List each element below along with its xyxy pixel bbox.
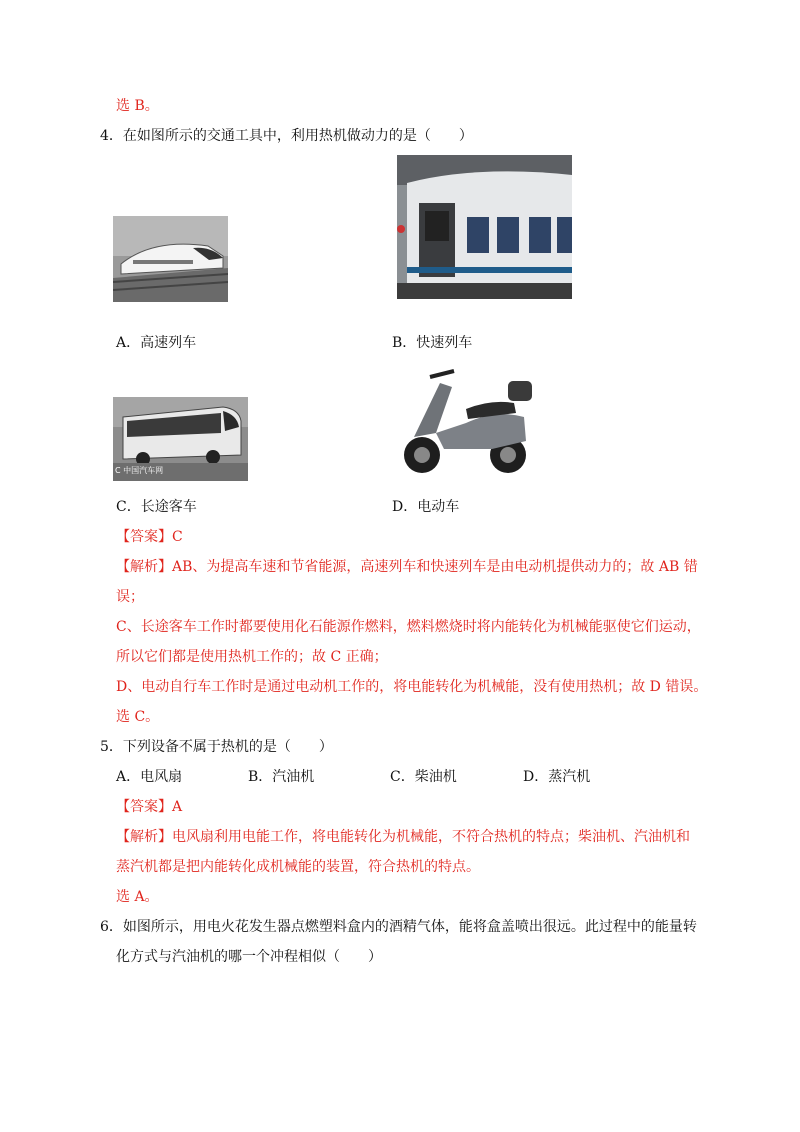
q5-analysis-line: 【解析】电风扇利用电能工作，将电能转化为机械能，不符合热机的特点；柴油机、汽油机和 (116, 829, 690, 845)
high-speed-train-photo-icon (113, 216, 228, 302)
q4-analysis-line: C、长途客车工作时都要使用化石能源作燃料，燃料燃烧时将内能转化为机械能驱使它们运动， (116, 619, 701, 635)
q5-analysis-line: 蒸汽机都是把内能转化成机械能的装置，符合热机的特点。 (116, 859, 480, 875)
q5-option-c: C．柴油机 (390, 769, 457, 785)
q5-answer: 【答案】A (116, 799, 183, 815)
q5-option-a: A．电风扇 (116, 769, 183, 785)
q4-analysis-line: 所以它们都是使用热机工作的；故 C 正确； (116, 649, 388, 665)
q4-analysis-line: 误； (116, 589, 144, 605)
q4-option-d: D．电动车 (392, 499, 460, 515)
q5-option-b: B．汽油机 (248, 769, 315, 785)
q4-answer: 【答案】C (116, 529, 183, 545)
q5-select-line: 选 A。 (116, 889, 159, 905)
q6-stem-line: 6．如图所示，用电火花发生器点燃塑料盒内的酒精气体，能将盒盖喷出很远。此过程中的能量转 (100, 919, 697, 935)
q4-analysis-line: 【解析】AB、为提高车速和节省能源，高速列车和快速列车是由电动机提供动力的；故 AB 错 (116, 559, 698, 575)
q5-option-d: D．蒸汽机 (523, 769, 591, 785)
q4-analysis-line: D、电动自行车工作时是通过电动机工作的，将电能转化为机械能，没有使用热机；故 D 错误。 (116, 679, 708, 695)
q4-option-c: C．长途客车 (116, 499, 197, 515)
prev-select-line: 选 B。 (116, 98, 159, 114)
q4-option-a: A．高速列车 (116, 335, 197, 351)
q4-option-b: B．快速列车 (392, 335, 473, 351)
q4-stem: 4．在如图所示的交通工具中，利用热机做动力的是（ ） (100, 128, 473, 144)
bus-watermark: C 中国汽车网 (115, 466, 164, 475)
electric-scooter-photo-icon (396, 363, 536, 479)
long-distance-bus-photo-icon (113, 397, 248, 481)
q4-select-line: 选 C。 (116, 709, 160, 725)
q5-stem: 5．下列设备不属于热机的是（ ） (100, 739, 333, 755)
q6-stem-line: 化方式与汽油机的哪一个冲程相似（ ） (116, 949, 382, 965)
express-train-photo-icon (397, 155, 572, 299)
